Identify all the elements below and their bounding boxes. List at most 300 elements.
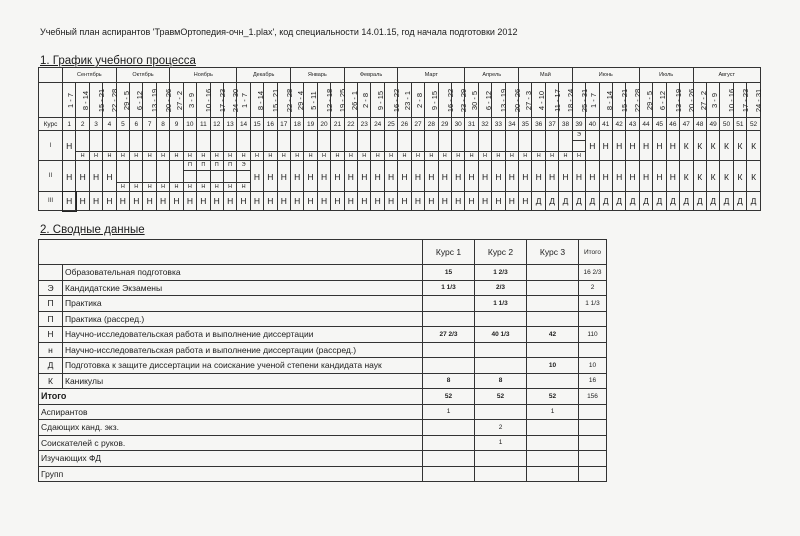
week-range: 6 - 12	[135, 90, 145, 110]
schedule-low-mark: Н	[278, 151, 290, 160]
kurs-header: Курс	[39, 118, 63, 131]
schedule-sub-mark	[452, 131, 464, 140]
activity-label: Практика	[63, 296, 423, 312]
schedule-cell	[223, 161, 236, 192]
schedule-cell	[478, 131, 491, 161]
schedule-sub-mark	[90, 131, 102, 140]
schedule-sub-mark	[291, 161, 303, 170]
week-number: 11	[197, 118, 210, 131]
week-range: 29 - 4	[296, 90, 306, 110]
schedule-sub-mark	[157, 131, 169, 140]
schedule-low-mark	[720, 183, 732, 191]
schedule-sub-mark	[318, 161, 330, 170]
week-range: 24 - 31	[754, 88, 764, 112]
schedule-cell: Н	[317, 192, 330, 211]
schedule-cell: Д	[680, 192, 693, 211]
schedule-low-mark: Н	[559, 151, 571, 160]
schedule-low-mark	[600, 152, 612, 160]
schedule-sub-mark	[734, 161, 746, 170]
schedule-low-mark	[398, 183, 410, 191]
schedule-cell: Н	[505, 192, 518, 211]
week-number: 19	[304, 118, 317, 131]
schedule-low-mark: Н	[318, 151, 330, 160]
schedule-cell	[331, 161, 344, 192]
activity-label: Практика (рассред.)	[63, 311, 423, 327]
summary-corner	[39, 240, 423, 265]
schedule-low-mark: Н	[264, 151, 276, 160]
schedule-sub-mark	[506, 161, 518, 170]
schedule-sub-mark	[117, 161, 129, 170]
schedule-main-mark	[532, 140, 544, 151]
schedule-low-mark: Н	[371, 151, 383, 160]
schedule-cell: Н	[76, 192, 89, 211]
week-range-cell	[130, 83, 143, 118]
schedule-cell: Д	[733, 192, 746, 211]
schedule-sub-mark	[519, 161, 531, 170]
schedule-cell	[116, 131, 129, 161]
week-range-cell	[317, 83, 334, 118]
schedule-sub-mark	[640, 161, 652, 170]
schedule-sub-mark	[559, 131, 571, 140]
schedule-low-mark: Н	[304, 151, 316, 160]
schedule-low-mark	[452, 183, 464, 191]
week-number: 30	[451, 118, 464, 131]
activity-code: н	[39, 342, 63, 358]
schedule-cell: Д	[626, 192, 639, 211]
schedule-sub-mark	[720, 131, 732, 140]
schedule-sub-mark	[412, 161, 424, 170]
schedule-cell	[438, 161, 451, 192]
schedule-low-mark	[90, 183, 102, 191]
schedule-low-mark	[385, 183, 397, 191]
schedule-low-mark: Н	[130, 182, 142, 191]
schedule-cell	[264, 161, 277, 192]
schedule-low-mark	[304, 183, 316, 191]
schedule-low-mark	[653, 152, 665, 160]
schedule-low-mark	[492, 183, 504, 191]
schedule-main-mark: Н	[361, 171, 368, 182]
week-range-cell	[183, 83, 196, 118]
activity-value	[527, 280, 579, 296]
week-range: 9 - 15	[430, 90, 440, 110]
schedule-cell	[250, 161, 263, 192]
schedule-cell	[706, 131, 719, 161]
schedule-cell	[465, 161, 478, 192]
activity-value	[423, 358, 475, 374]
schedule-main-mark: Н	[253, 171, 261, 182]
schedule-low-mark	[734, 183, 746, 191]
schedule-main-mark	[318, 140, 330, 151]
activity-code: П	[39, 296, 63, 312]
week-range: 1 - 7	[589, 92, 599, 108]
schedule-cell	[733, 131, 746, 161]
schedule-sub-mark	[345, 131, 357, 140]
week-number: 29	[438, 118, 451, 131]
schedule-main-mark: Н	[562, 171, 569, 182]
schedule-main-mark: К	[697, 171, 703, 182]
extra-blank	[579, 451, 607, 467]
schedule-sub-mark: П	[197, 161, 209, 171]
month-header: Февраль	[344, 68, 398, 83]
schedule-cell	[465, 131, 478, 161]
week-number: 33	[492, 118, 505, 131]
week-range: 20 - 26	[687, 88, 697, 112]
schedule-low-mark	[747, 183, 760, 191]
week-number: 4	[103, 118, 116, 131]
schedule-low-mark: Н	[412, 151, 424, 160]
activity-label: Научно-исследовательская работа и выполнение диссертации (рассред.)	[63, 342, 423, 358]
week-number: 22	[344, 118, 357, 131]
schedule-cell	[586, 131, 599, 161]
schedule-main-mark: Н	[66, 171, 73, 182]
extra-value: 1	[423, 404, 475, 420]
section-title-schedule: 1. График учебного процесса	[40, 55, 196, 67]
schedule-sub-mark	[747, 161, 760, 170]
activity-value	[527, 373, 579, 389]
week-range: 1 - 7	[66, 92, 76, 108]
activity-label: Подготовка к защите диссертации на соискание ученой степени кандидата наук	[63, 358, 423, 374]
extra-value	[475, 404, 527, 420]
schedule-cell	[291, 131, 304, 161]
week-number: 48	[693, 118, 706, 131]
schedule-main-mark: Н	[616, 171, 623, 182]
week-range: 6 - 12	[658, 90, 668, 110]
schedule-cell	[384, 131, 397, 161]
schedule-main-mark	[130, 170, 142, 182]
schedule-cell	[693, 131, 706, 161]
schedule-low-mark: Н	[291, 151, 303, 160]
activity-value: 40 1/3	[475, 327, 527, 343]
week-range-cell	[197, 83, 214, 118]
schedule-low-mark	[613, 152, 625, 160]
activity-value	[527, 296, 579, 312]
week-range: 29 - 5	[644, 90, 654, 110]
schedule-sub-mark	[385, 131, 397, 140]
schedule-sub-mark	[680, 161, 692, 170]
schedule-sub-mark	[63, 161, 75, 170]
week-range: 15 - 21	[271, 88, 281, 112]
activity-total: 110	[579, 327, 607, 343]
schedule-main-mark	[211, 140, 223, 151]
week-range: 16 - 22	[392, 88, 402, 112]
week-range-cell	[599, 83, 612, 118]
schedule-sub-mark	[251, 131, 263, 140]
schedule-main-mark	[117, 170, 129, 182]
schedule-sub-mark	[452, 161, 464, 170]
schedule-sub-mark	[600, 131, 612, 140]
week-range-cell	[304, 83, 317, 118]
week-number: 34	[505, 118, 518, 131]
activity-value: 1 1/3	[475, 296, 527, 312]
schedule-main-mark	[398, 140, 410, 151]
week-range: 2 - 8	[414, 92, 424, 108]
schedule-sub-mark	[667, 131, 679, 140]
schedule-low-mark: Н	[479, 151, 491, 160]
week-range-cell	[706, 83, 719, 118]
schedule-cell	[63, 161, 76, 192]
schedule-sub-mark	[345, 161, 357, 170]
schedule-cell	[519, 131, 532, 161]
summary-header: Курс 1	[423, 240, 475, 265]
schedule-cell: Н	[331, 192, 344, 211]
month-header: Январь	[291, 68, 345, 83]
schedule-main-mark: Н	[280, 171, 287, 182]
schedule-cell	[545, 161, 558, 192]
schedule-cell	[344, 161, 357, 192]
schedule-main-mark: Н	[92, 171, 100, 182]
week-range: 22 - 28	[633, 88, 643, 112]
schedule-low-mark: Н	[143, 182, 155, 191]
extra-label: Сдающих канд. экз.	[39, 420, 423, 436]
week-number: 6	[130, 118, 143, 131]
schedule-low-mark	[331, 183, 343, 191]
month-header: Ноябрь	[170, 68, 237, 83]
week-range: 30 - 5	[470, 90, 480, 110]
schedule-main-mark: Н	[575, 171, 582, 182]
schedule-cell	[156, 131, 169, 161]
activity-value	[475, 358, 527, 374]
schedule-low-mark: Н	[452, 151, 464, 160]
week-number: 1	[63, 118, 76, 131]
summary-header: Курс 2	[475, 240, 527, 265]
schedule-main-mark: Н	[669, 171, 676, 182]
schedule-cell: Н	[291, 192, 304, 211]
schedule-low-mark: Н	[439, 151, 451, 160]
week-range-cell	[492, 83, 509, 118]
schedule-cell: Н	[358, 192, 371, 211]
schedule-low-mark: Н	[130, 151, 142, 160]
total-value: 52	[527, 389, 579, 405]
schedule-sub-mark	[103, 161, 115, 170]
week-range: 25 - 31	[579, 88, 589, 112]
schedule-main-mark: Н	[656, 141, 663, 151]
schedule-cell: Н	[183, 192, 196, 211]
schedule-low-mark: Н	[170, 151, 182, 160]
schedule-table	[38, 67, 764, 211]
schedule-low-mark: Н	[425, 151, 437, 160]
schedule-low-mark	[559, 183, 571, 191]
schedule-cell	[317, 161, 330, 192]
schedule-cell: Н	[411, 192, 424, 211]
week-range: 11 - 17	[552, 88, 562, 112]
schedule-sub-mark: Э	[573, 131, 585, 141]
schedule-cell	[237, 161, 250, 192]
schedule-main-mark: Н	[508, 171, 515, 182]
schedule-cell	[559, 131, 572, 161]
schedule-low-mark	[63, 152, 75, 160]
schedule-low-mark	[707, 152, 719, 160]
schedule-cell: Н	[143, 192, 156, 211]
extra-label: Изучающих ФД	[39, 451, 423, 467]
schedule-cell	[492, 161, 505, 192]
schedule-main-mark: Н	[320, 171, 328, 182]
week-number: 50	[720, 118, 733, 131]
schedule-cell	[666, 131, 679, 161]
week-range: 27 - 2	[698, 90, 708, 110]
week-number: 28	[425, 118, 438, 131]
schedule-low-mark: Н	[211, 182, 223, 191]
schedule-cell	[291, 161, 304, 192]
schedule-low-mark: Н	[506, 151, 518, 160]
schedule-main-mark	[331, 140, 343, 151]
schedule-sub-mark	[439, 131, 451, 140]
schedule-cell	[156, 161, 169, 192]
extra-value: 1	[527, 404, 579, 420]
schedule-sub-mark	[532, 131, 544, 140]
schedule-sub-mark	[519, 131, 531, 140]
week-number: 16	[264, 118, 277, 131]
schedule-main-mark: Н	[455, 171, 462, 182]
schedule-sub-mark	[532, 161, 544, 170]
schedule-main-mark	[385, 140, 397, 151]
schedule-cell	[505, 131, 518, 161]
week-number: 46	[666, 118, 679, 131]
activity-code: Э	[39, 280, 63, 296]
schedule-sub-mark	[304, 131, 316, 140]
schedule-sub-mark	[479, 131, 491, 140]
week-number: 45	[653, 118, 666, 131]
week-number: 9	[170, 118, 183, 131]
schedule-low-mark	[680, 152, 692, 160]
schedule-cell	[411, 161, 424, 192]
schedule-cell: Н	[103, 192, 116, 211]
schedule-cell	[76, 131, 89, 161]
week-range: 23 - 1	[403, 90, 413, 110]
schedule-cell: Н	[478, 192, 491, 211]
schedule-low-mark	[358, 183, 370, 191]
activity-label: Каникулы	[63, 373, 423, 389]
schedule-low-mark: Н	[385, 151, 397, 160]
schedule-cell	[599, 131, 612, 161]
week-range-cell	[545, 83, 562, 118]
week-range: 22 - 28	[284, 88, 294, 112]
week-number: 47	[680, 118, 693, 131]
schedule-main-mark: Н	[669, 141, 676, 151]
schedule-main-mark	[76, 140, 88, 151]
schedule-main-mark	[143, 140, 155, 151]
week-range-cell	[478, 83, 491, 118]
schedule-low-mark	[345, 183, 357, 191]
schedule-cell: Н	[465, 192, 478, 211]
schedule-low-mark: Н	[224, 151, 236, 160]
activity-total: 2	[579, 280, 607, 296]
week-number: 38	[559, 118, 572, 131]
schedule-sub-mark	[680, 131, 692, 140]
schedule-cell: Д	[653, 192, 666, 211]
week-number: 35	[519, 118, 532, 131]
grand-total: 156	[579, 389, 607, 405]
schedule-cell: Д	[693, 192, 706, 211]
schedule-low-mark	[278, 183, 290, 191]
schedule-cell	[130, 161, 143, 192]
schedule-cell	[680, 161, 693, 192]
schedule-low-mark	[694, 152, 706, 160]
activity-value: 10	[527, 358, 579, 374]
schedule-main-mark: Н	[388, 171, 395, 182]
schedule-main-mark	[439, 140, 451, 151]
activity-value	[475, 342, 527, 358]
schedule-cell: Н	[398, 192, 411, 211]
schedule-sub-mark	[331, 161, 343, 170]
extra-blank	[579, 420, 607, 436]
schedule-cell	[411, 131, 424, 161]
week-range: 8 - 14	[255, 90, 265, 110]
schedule-cell	[331, 131, 344, 161]
activity-value: 2/3	[475, 280, 527, 296]
schedule-cell: Д	[612, 192, 625, 211]
week-range-cell	[425, 83, 438, 118]
schedule-main-mark: Н	[602, 141, 609, 151]
schedule-cell	[237, 131, 250, 161]
schedule-cell: Н	[170, 192, 183, 211]
schedule-main-mark: Н	[642, 171, 650, 182]
schedule-cell: Д	[532, 192, 545, 211]
schedule-main-mark: К	[724, 141, 729, 151]
week-range-cell	[358, 83, 371, 118]
schedule-sub-mark	[170, 161, 182, 170]
schedule-cell	[143, 161, 156, 192]
schedule-cell	[277, 161, 290, 192]
week-range-cell	[438, 83, 455, 118]
schedule-sub-mark	[264, 131, 276, 140]
schedule-main-mark: К	[737, 141, 743, 151]
schedule-low-mark	[479, 183, 491, 191]
schedule-low-mark	[667, 183, 679, 191]
schedule-main-mark	[224, 171, 236, 182]
schedule-main-mark	[546, 140, 558, 151]
schedule-main-mark: К	[751, 141, 757, 151]
activity-label: Научно-исследовательская работа и выполнение диссертации	[63, 327, 423, 343]
schedule-cell	[720, 131, 733, 161]
week-number: 15	[250, 118, 263, 131]
activity-total: 1 1/3	[579, 296, 607, 312]
extra-blank	[579, 404, 607, 420]
schedule-cell	[103, 161, 116, 192]
schedule-low-mark: Н	[157, 182, 169, 191]
week-range: 15 - 21	[620, 88, 630, 112]
schedule-cell: Н	[425, 192, 438, 211]
schedule-main-mark: Н	[656, 171, 663, 182]
schedule-cell	[639, 131, 652, 161]
schedule-low-mark: Н	[532, 151, 544, 160]
schedule-sub-mark	[130, 131, 142, 140]
schedule-cell	[599, 161, 612, 192]
schedule-sub-mark	[63, 131, 75, 140]
activity-total	[579, 311, 607, 327]
schedule-sub-mark	[304, 161, 316, 170]
week-range: 26 - 1	[349, 90, 359, 110]
schedule-main-mark	[157, 140, 169, 151]
schedule-main-mark	[506, 140, 518, 151]
week-range-cell	[653, 83, 666, 118]
week-number: 40	[586, 118, 599, 131]
month-header: Декабрь	[237, 68, 291, 83]
schedule-sub-mark	[465, 131, 477, 140]
schedule-sub-mark	[197, 131, 209, 140]
schedule-corner	[39, 68, 63, 83]
schedule-cell	[170, 131, 183, 161]
week-number: 2	[76, 118, 89, 131]
schedule-low-mark: Н	[184, 151, 196, 160]
schedule-cell	[317, 131, 330, 161]
schedule-sub-mark: П	[184, 161, 196, 171]
activity-code: П	[39, 311, 63, 327]
schedule-low-mark	[519, 183, 531, 191]
schedule-main-mark: К	[724, 171, 729, 182]
activity-code	[39, 265, 63, 281]
schedule-cell	[612, 131, 625, 161]
schedule-cell	[706, 161, 719, 192]
